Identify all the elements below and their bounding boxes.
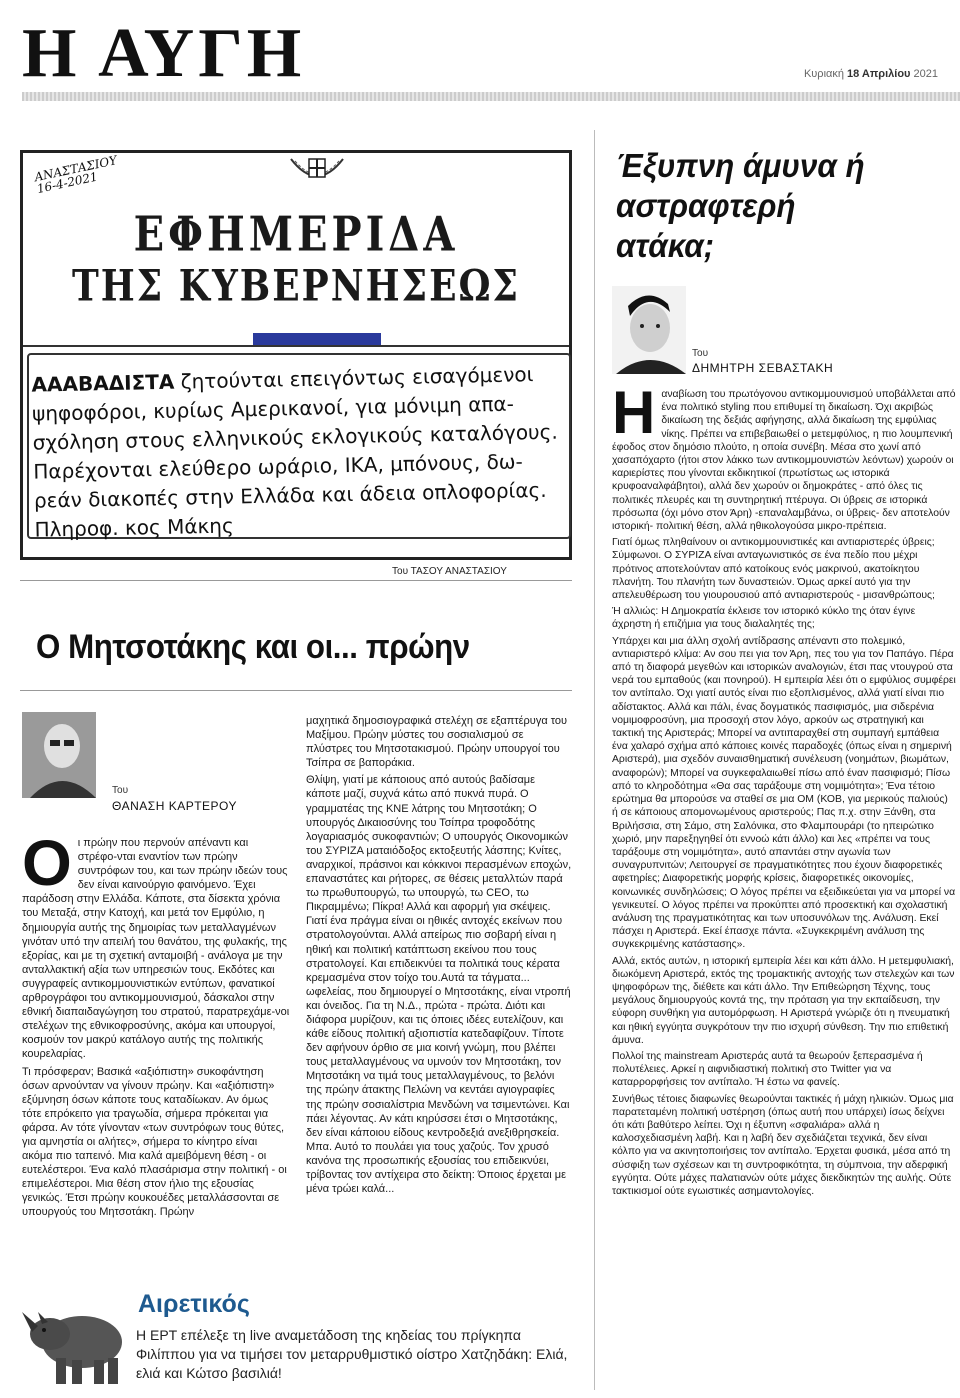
paragraph: μαχητικά δημοσιογραφικά στελέχη σε εξαπτέρυγα του Μαξίμου. Πρώην μύστες του σοσιαλισμού σε πλύστρες του Μητσοτακισμού. Πρώην υπουργοί του Τσίπρα σε βαποράκια.: [306, 715, 568, 770]
cartoon-divider: [23, 345, 569, 347]
masthead: [22, 14, 942, 94]
cartoon-title-line1: ΕΦΗΜΕΡΙΔΑ: [133, 206, 459, 263]
paragraph: Ηαναβίωση του πρωτόγονου αντικομμουνισμού υποβάλλεται από ένα πολιτικό styling που επιθυμεί τη δικαίωση. Όχι ακριβώς δικαίωση της δεξιάς αφήγησης, αλλά δικαίωση της εμφύλιας νίκης. Πρέπει να επιβεβαιωθεί ο μετεμφύλιος, η πιο λουμπενική έφοδος στον δημόσιο πλούτο, η οποία συνέβη. Μέσα στο χωνί από χασαπόχαρτο (ήτοι στον λάκκο των αντικομμουνιστών λεόντων) χωρούν οι καριερίστες που γίνονται εκδικητικοί (πρωτίστως ως ιστορικά κρυφοαναλφάβητοι), αλλά δεν χωρούν οι δημοκράτες - από όλες τις πολιτικές πλευρές και τη συντηρητική πτέρυγα. Οι ύβρεις σε ιστορικά πρόσωπα (όχι μόνο στον Άρη) -επαναλαμβάνω, οι ύβρεις- δεν αποτελούν ιστορική- πολιτική θέση, αλλά ηθικολογούσα μικρο-πρέπεια.: [612, 379, 956, 533]
airetikos-text: Η ΕΡΤ επέλεξε τη live αναμετάδοση της κηδείας του πρίγκηπα Φιλίππου για να τιμήσει τον μεταρρυθμιστικό οίστρο Χατζηδάκη: Ελιά, ελιά και Κώτσο βασιλιά!: [136, 1327, 568, 1381]
right-article-body: [612, 379, 956, 1201]
greek-emblem-icon: [285, 153, 349, 193]
author-photo-karteros: [22, 712, 96, 798]
paragraph: Θλίψη, γιατί με κάποιους από αυτούς βαδίσαμε κάποτε μαζί, συχνά κάτω από πυκνά πυρά. Ο γραμματέας της ΚΝΕ λάτρης του Μητσοτάκη; Ο υπουργός Δικαιοσύνης του Τσίπρα τροφοδότης λογαριασμός συκοφαντιών; Ο υπουργός Οικονομικών του ΣΥΡΙΖΑ ματαιόδοξος εκτοξευτής λάσπης; Κνίτες, αναρχικοί, πράσινοι και κόκκινοι περασμένων εποχών, επαναστάτες και ρήτορες, σε θέσεις μεταλλτών παρά τω πρωθυπουργώ, τω υπουργώ, τω CEO, τω Πικραμμένω; Πίκρα! Αλλά και αφορμή για σκέψεις. Γιατί ένα πράγμα είναι οι ηθικές αντοχές εκείνων που στρατολογούνται. Αλλά απείρως πιο σοβαρή είναι η ηθική και πολιτική κατάπτωση εκείνου που τους στρατολογεί. Και επιδεικνύει τα πολιτικά τους κέρατα κρεμασμένα στον τοίχο του.Αυτά τα τάγματα... ωφελείας, που δημιουργεί ο Μητσοτάκης, είναι ντροπή και όνειδος. Για τη Ν.Δ., πρώτα - πρώτα. Διότι και διάφορα μυρίζουν, και τις όποιες ιδέες ευτελίζουν, και κάθε είδους πολιτική αξιοπιστία κατεδαφίζουν. Τίποτε δεν αφήνουν όρθιο σε μια κοινή γνώμη, που βλέπει τους μεταλλαγμένους να υμνούν τον Μητσοτάκη, τον Μητσοτάκη να τιμά τους μεταλλαγμένους, το βελόνι της πρώην άτακτης Πελώνη να κεντάει αγιογραφίες της πρώην σοσιαλίστρια Μενδώνη να τσιμεντώνει. Και πάει λέγοντας. Αν κάτι κηρύσσει έτσι ο Μητσοτάκης, δεν είναι κάποιου είδους κεντροδεξιά ανεξιθρησκεία. Μπα. Αυτό το πουλάει για τους χαζούς. Τον χρυσό κανόνα της προσωπικής εξουσίας του επιδεικνύει, τρίβοντας τον αντίχειρα στο δείκτη: Όποιος έρχεται με μένα τρώει καλά...: [306, 774, 572, 1196]
paragraph: Τι πρόσφεραν; Βασικά «αξιόπιστη» συκοφάντηση όσων αρνούνταν να γίνουν πρώην. Και «αξιόπιστη» εξύμνηση όσων κάποτε τους καταδίωκαν. Αν όμως τότε επρόκειτο για τραγωδία, σήμερα πρόκειται για φάρσα. Αν τότε γίνονταν «των συντρόφων τους θύτες, για αμνηστία οι αλήτες», σήμερα το κίνητρο είναι ακόμα πιο ταπεινό. Μια καλά αμειβόμενη θέση - οι ευτελέστεροι. Ένα καλό πλασάρισμα στην πολιτική - οι επιμελέστεροι. Μια θέση στον ήλιο της εξουσίας γενικώς. Έτσι πρώην κουκουέδες μεταλλάσσονται σε υπουργούς του Μητσοτάκη. Πρώην: [22, 1065, 287, 1219]
author-photo-sevastakis: [612, 286, 686, 374]
rhino-icon: [20, 1282, 130, 1392]
paragraph: Οι πρώην που περνούν απέναντι και στρέφο-νται εναντίον των πρώην συντρόφων του, και των πρώην ιδεών τους δεν είναι καινούργιο φαινόμενο. Έχει παράδοση στην Ελλάδα. Κάποτε, στα δίσεκτα χρόνια του Μεταξά, στην Κατοχή, και μετά τον Εμφύλιο, η δημιουργία αυτής της δημοιρίας των μεταλλαγμένων γινόταν υπό την απειλή του θανάτου, της φυλακής, της εξορίας, και με τη σχετική ανταμοιβή - ανάλογα με την ανταλλακτική αξία των υπηρεσιών τους. Εκδότες και συγγραφείς αντικομμουνιστικών εντύπων, φανατικοί αρθρογράφοι του αντικομμουνισμού, δάσκαλοι στην εθνική διαπαιδαγώγηση του στρατού, παρατρεχάμε-νοι στελέχων της εθνικοφροσύνης, ακόμα και υπουργοί, κοσμούν τον μακρύ κατάλογο αυτής της πολιτικής κουρελαρίας.: [22, 827, 290, 1061]
author-prefix: Του: [692, 348, 709, 359]
paragraph: Γιατί όμως πληθαίνουν οι αντικομμουνιστικές και αντιαριστερές ύβρεις; Σύμφωνοι. Ο ΣΥΡΙΖΑ είναι ανταγωνιστικός σε ένα πεδίο που μέχρι πρότινος αποτελούνταν από κατοίκους ενός μακρινού, ακατοίκητου πλανήτη. Του πλανήτη των δυναστειών. Όμως αρκεί αυτό για την απελευθέρωση του γιουρουσιού από αντιαριστερούς - μισανθρώπους;: [612, 537, 935, 602]
dropcap: Η: [612, 379, 656, 446]
left-article-headline: Ο Μητσοτάκης και οι... πρώην: [36, 628, 470, 666]
section-divider: [20, 580, 572, 581]
left-article-col1: [22, 827, 290, 1223]
column-divider: [594, 130, 595, 1390]
airetikos-box: [20, 1280, 580, 1398]
dropcap: Ο: [22, 827, 72, 899]
airetikos-title: Αιρετικός: [138, 1290, 250, 1318]
paragraph: Ή αλλιώς: Η Δημοκρατία έκλεισε τον ιστορικό κύκλο της όταν έγινε άχρηστη ή επιζήμια για τους διαλαλητές της;: [612, 606, 916, 631]
headline-divider: [20, 690, 572, 691]
classified-ad-text: ΑΑΑΒΑΔΙΣΤΑ ζητούνται επειγόντως εισαγόμενοι ψηφοφόροι, κυρίως Αμερικανοί, για μόνιμη απα- σχόληση στους ελληνικούς εκλογικούς καταλόγους. Παρέχονται ελεύθερο ωράριο, ΙΚΑ, μπόνους, δω- ρεάν διακοπές στην Ελλάδα και άδεια οπλοφορίας. Πληροφ. κος Μάκης: [31, 362, 558, 542]
editorial-cartoon: [20, 150, 572, 560]
author-portrait-icon: [612, 286, 686, 374]
author-prefix: Του: [112, 785, 129, 796]
author-name: ΔΗΜΗΤΡΗ ΣΕΒΑΣΤΑΚΗ: [692, 361, 834, 375]
issue-date: Κυριακή 18 Απριλίου 2021: [803, 68, 938, 80]
newspaper-title: Η ΑΥΓΗ: [22, 15, 306, 92]
right-article-headline: Έξυπνη άμυνα ή αστραφτερή ατάκα;: [616, 147, 865, 264]
paragraph: Συνήθως τέτοιες διαφωνίες θεωρούνται τακτικές ή μάχη ηλικιών. Όμως μια παρατεταμένη πολιτική υστέρηση (όπως αυτή που υπάρχει) ίσως δείχνει ότι κάτι βαθύτερο λείπει. Όχι η έξυπνη «σφαλιάρα» αλλά η καλοσχεδιασμένη λαβή. Και η λαβή δεν σχεδιάζεται τεχνικά, δεν είναι κόλπο για να ακινητοποιήσεις τον αντίπαλο. Έρχεται φυσικά, μέσα από τη σύσφιξη των σχέσεων και τη συντροφικότητα, τη σύμπνοια, την αδερφική εγγύητα. Ούτε μάχες παλατιανών ούτε μάχες διεκδικητών της αυλής. Ούτε τακτικισμοί ούτε εγωιστικές ασημαντολογίες.: [612, 1093, 954, 1197]
masthead-rule: [22, 92, 960, 101]
paragraph: Πολλοί της mainstream Αριστεράς αυτά τα θεωρούν ξεπερασμένα ή πολυτέλειες. Αρκεί η αιφνιδιαστική πολιτική στο Twitter για να καταρρορφήσεις τον αντίπαλο. Ή έστω να φανείς.: [612, 1050, 923, 1089]
left-article-col2: [306, 714, 572, 1199]
author-name: ΘΑΝΑΣΗ ΚΑΡΤΕΡΟΥ: [112, 799, 238, 813]
cartoon-title-line2: ΤΗΣ ΚΥΒΕΡΝΗΣΕΩΣ: [71, 260, 521, 312]
paragraph: Υπάρχει και μια άλλη σχολή αντίδρασης απέναντι στο πολεμικό, αντιαριστερό κλίμα: Αν σου πει για τον Άρη, πες του για τον Παπάγο. Πέρα από τη διαφορά μεγεθών και ιστορικών αναλογιών, έτσι πας ντουγρού στα νερά του εμπαθούς (και πονηρού). Η εμπειρία λέει ότι ο εμφύλιος συμφέρει τον αντίπαλο. Όχι γιατί αυτός είναι πιο εξοπλισμένος, αλλά γιατί είναι πιο αδίστακτος. Αλλά και πάλι, ένας δογματικός πασιφισμός, μια σιδερένια νομιμοφροσύνη, μια προσοχή στον λόγο, αρκούν ως στρατηγική και τακτική της Αριστεράς; Μπορεί να αντιπαραχθεί στη συμπαγή εμπάθεια ένα χαλαρό σχήμα από κάποιες κοινές παραδοχές (όπως είναι η σημερινή Αριστερά), μια σχεδόν συναισθηματική συνέλευση (νοημάτων, βιωμάτων, αναφορών); Μπορεί να συγκεφαλαιωθεί πίσω από έναν πασιφισμό; Πίσω από το κληροδότημα «Θα σας ταράξουμε στη νομιμότητα»; Ένα τέτοιο ερώτημα θα μπορούσε να σταθεί σε μια ΟΜ (ΚΟΒ, για μερικούς παλιούς) ή σε κάποιους απομονωμένους αριστερούς; Πας π.χ. στην Ξάνθη, στα Βριλήσσια, στη Σάμο, στη Σαλόνικα, στο Φλαμπουράρι (το ηπειρώτικο χωριό, μην παρεξηγηθεί ότι εννοώ κάτι άλλο) και λες «πρέπει να τους ταράξουμε στη νομιμότητα», αυτό απαντάει στην αγωνία των συναγρυπνιτών; Λειτουργεί σε πραγματικότητες που έχουν διαφορετικές αφετηρίες; Διαφορετικής μορφής κρίσεις, διαφορετικές οικονομίες, κοινωνικές συνδηλώσεις; Ο λόγος πρέπει να εξειδικεύεται για να μπορεί να γενικευτεί. Ο λόγος πρέπει να προκύπτει από προσεκτική και σχολαστική ανάλυση της πραγματικότητας και των υποσυνόλων της. Ανάλυση. Εκεί πάσχει η Αριστερά. Εκεί έπασχε πάντα. «Συγκεκριμένη ανάλυση της συγκεκριμένης κατάστασης».: [612, 635, 956, 951]
cartoon-blue-bar: [253, 333, 381, 345]
cartoonist-signature: ΑΝΑΣΤΑΣΙΟΥ 16-4-2021: [33, 153, 119, 197]
cartoon-credit: Του ΤΑΣΟΥ ΑΝΑΣΤΑΣΙΟΥ: [392, 566, 507, 577]
paragraph: Αλλά, εκτός αυτών, η ιστορική εμπειρία λέει και κάτι άλλο. Η μετεμφυλιακή, διωκόμενη Αριστερά, εκτός της τρομακτικής αντοχής των στελεχών και των ψηφοφόρων της, διέθετε και κάτι άλλο. Την Επιθεώρηση Τέχνης, τους μεγάλους δημιουργούς κοντά της, την πρόταση για την εκπαίδευση, την εύφορη συνθήκη για αυτομόρφωση. Η Αριστερά γνώριζε ότι η πνευματική και ηθική εγγύητα συγκρότουν την πιο ισχυρή σύνθεση. Την πιο επιθετική άμυνα.: [612, 955, 955, 1046]
author-portrait-icon: [22, 712, 96, 798]
